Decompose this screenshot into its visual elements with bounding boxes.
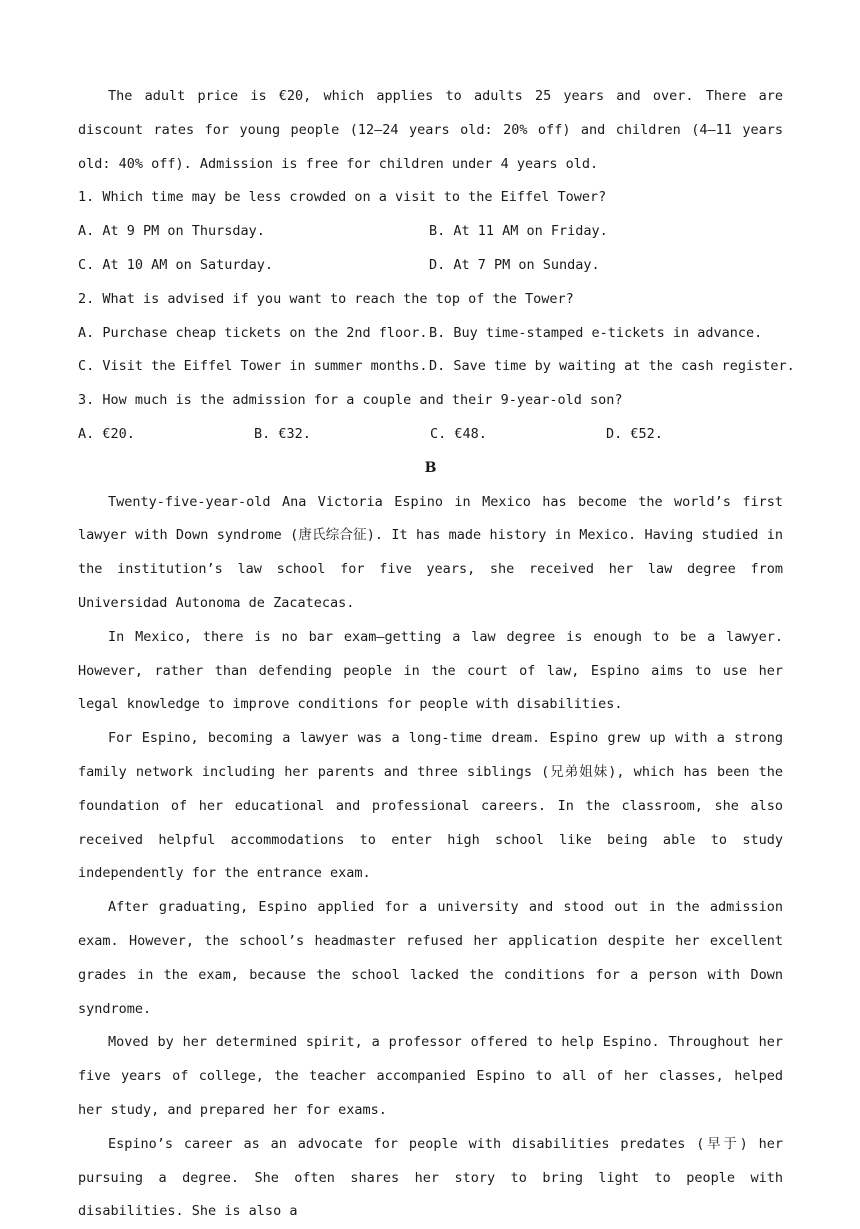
question-3-option-a: A. €20. — [78, 425, 135, 442]
section-b-paragraph-5: Moved by her determined spirit, a professor offered to help Espino. Throughout her five years of college, the teacher accompanied Espino to all of her classes, helped her study, and prepared her for exams. — [78, 1034, 783, 1118]
document-page — [78, 80, 795, 1229]
section-b-title: B — [424, 459, 437, 476]
question-1-options-row-2 — [78, 249, 783, 283]
question-1-option-a: A. At 9 PM on Thursday. — [78, 223, 265, 240]
question-2-option-c: C. Visit the Eiffel Tower in summer months. — [78, 358, 428, 375]
question-3-option-d: D. €52. — [606, 425, 663, 442]
section-b-paragraph-4: After graduating, Espino applied for a university and stood out in the admission exam. However, the school’s headmaster refused her application despite her excellent grades in the exam, because the school lacked the conditions for a person with Down syndrome. — [78, 899, 783, 1017]
question-2-stem: 2. What is advised if you want to reach the top of the Tower? — [78, 290, 574, 307]
question-3-options-row — [78, 418, 783, 452]
question-2-option-d: D. Save time by waiting at the cash register. — [429, 358, 795, 375]
section-b-paragraph-2: In Mexico, there is no bar exam—getting a law degree is enough to be a lawyer. However, rather than defending people in the court of law, Espino aims to use her legal knowledge to improve conditions for people with disabilities. — [78, 628, 783, 713]
question-1-option-b: B. At 11 AM on Friday. — [429, 223, 608, 240]
question-2-options-row-2 — [78, 350, 795, 384]
question-2-option-a: A. Purchase cheap tickets on the 2nd floor. — [78, 324, 428, 341]
question-1-stem: 1. Which time may be less crowded on a visit to the Eiffel Tower? — [78, 189, 607, 206]
passage-a-tail-paragraph: The adult price is €20, which applies to adults 25 years and over. There are discount rates for young people (12—24 years old: 20% off) and children (4—11 years old: 40% off). Admission is free for children under 4 years old. — [78, 88, 783, 172]
question-3-option-b: B. €32. — [254, 425, 311, 442]
section-b-paragraph-3: For Espino, becoming a lawyer was a long-time dream. Espino grew up with a strong family network including her parents and three siblings (兄弟姐妹), which has been the foundation of her educational and professional careers. In the classroom, she also received helpful accommodations to enter high school like being able to study independently for the entrance exam. — [78, 730, 783, 882]
question-2-option-b: B. Buy time-stamped e-tickets in advance. — [429, 324, 763, 341]
section-b-paragraph-1: Twenty-five-year-old Ana Victoria Espino in Mexico has become the world’s first lawyer with Down syndrome (唐氏综合征). It has made history in Mexico. Having studied in the institution’s law school for five years, she received her law degree from Universidad Autonoma de Zacatecas. — [78, 493, 783, 611]
question-1-option-d: D. At 7 PM on Sunday. — [429, 256, 600, 273]
question-1-options-row-1 — [78, 215, 783, 249]
section-b-paragraph-6: Espino’s career as an advocate for people with disabilities predates (早于) her pursuing a degree. She often shares her story to bring light to people with disabilities. She is also a — [78, 1135, 783, 1220]
question-3-stem: 3. How much is the admission for a couple and their 9-year-old son? — [78, 392, 623, 409]
question-3-option-c: C. €48. — [430, 425, 487, 442]
question-1-option-c: C. At 10 AM on Saturday. — [78, 256, 274, 273]
question-2-options-row-1 — [78, 317, 783, 351]
